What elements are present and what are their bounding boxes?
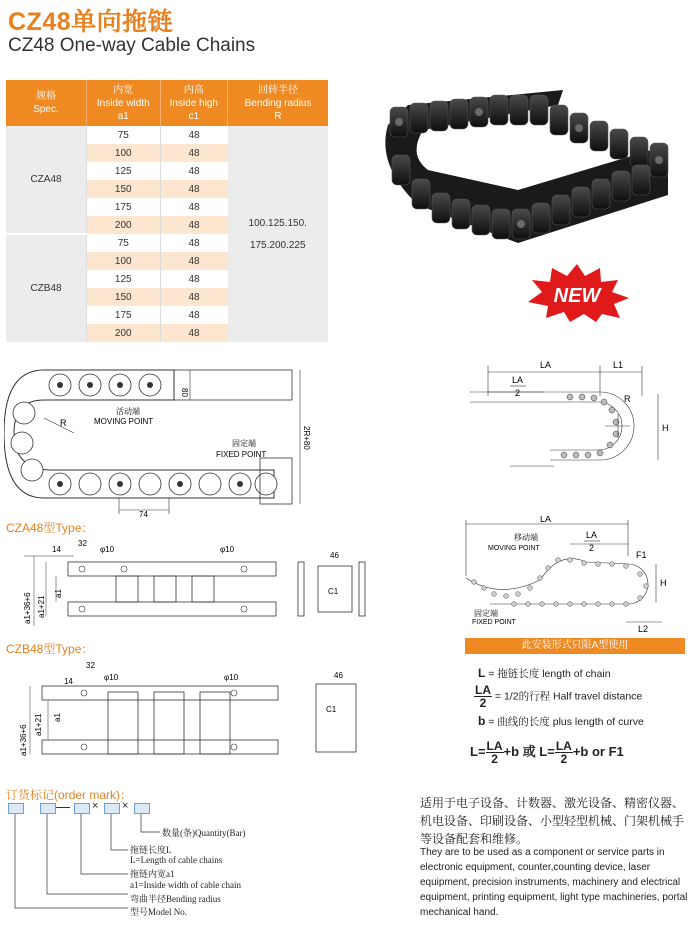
fixed-point-en: FIXED POINT (216, 450, 267, 459)
moving-point-cn: 移动端 (514, 533, 538, 542)
moving-point-en: MOVING POINT (94, 417, 154, 426)
cell-height: 48 (160, 270, 227, 288)
la-label: LA (540, 360, 552, 370)
table-row (6, 126, 328, 144)
group-label-cza48: CZA48 (6, 126, 87, 234)
czb48-type-title: CZB48型Type： (6, 642, 94, 656)
fixed-point-en: FIXED POINT (472, 619, 516, 626)
cell-width: 175 (87, 306, 161, 324)
dimension-diagram (470, 356, 690, 486)
cell-width: 75 (87, 126, 161, 144)
dim-phi10: φ10 (104, 673, 119, 682)
cell-radius: 100.125.150. 175.200.225 (228, 126, 329, 342)
moving-point-en: MOVING POINT (488, 545, 540, 552)
description-en: They are to be used as a component or service parts in electronic equipment, counter,counting device, laser equipment, precision instruments, machinery and electrical equipment, printing equipment, light type machineries, portal mechanical hand. (420, 847, 688, 918)
cable-chain-photo (368, 85, 688, 250)
dim-14: 14 (64, 677, 73, 686)
cell-height: 48 (160, 324, 227, 342)
cell-width: 150 (87, 180, 161, 198)
formula-frac-1: $\frac{LA}{2}$ (486, 739, 503, 766)
order-label-quantity: 数量(条)Quantity(Bar) (162, 828, 246, 838)
cell-width: 200 (87, 324, 161, 342)
header-inside-high: 内高 Inside high c1 (160, 80, 227, 126)
order-label-width-en: a1=Inside width of cable chain (130, 880, 242, 890)
dim-phi10: φ10 (100, 545, 115, 554)
page-subtitle: CZ48 One-way Cable Chains (8, 35, 256, 56)
new-badge-text: NEW (553, 285, 601, 307)
dim-32: 32 (86, 661, 95, 670)
cell-width: 100 (87, 144, 161, 162)
h-label: H (662, 423, 669, 433)
la-half-denominator: 2 (589, 543, 595, 553)
dim-c1: C1 (328, 587, 339, 596)
legend-curve: b = 曲线的长度 plus length of curve (478, 714, 644, 728)
cell-height: 48 (160, 144, 227, 162)
cell-width: 200 (87, 216, 161, 234)
order-mark-title: 订货标记(order mark)： (6, 788, 133, 802)
order-label-radius: 弯曲半径Bending radius (130, 894, 221, 904)
r-label: R (624, 394, 631, 404)
dim-a1-36-6: a1+36+6 (23, 592, 32, 624)
header-inside-width: 内宽 Inside width a1 (87, 80, 161, 126)
cell-height: 48 (160, 216, 227, 234)
dim-c1: C1 (326, 705, 337, 714)
cell-width: 125 (87, 270, 161, 288)
order-dash (56, 807, 70, 808)
cza48-type-title: CZA48型Type： (6, 521, 94, 535)
h-label: H (660, 578, 667, 588)
la-over-2: $\frac{LA}{2}$ (475, 683, 491, 710)
legend-half-travel: $\frac{LA}{2}$ = 1/2的行程 Half travel distance (475, 683, 643, 710)
formula-frac-2: $\frac{LA}{2}$ (555, 739, 572, 766)
legend-length: L = 拖链长度 length of chain (478, 666, 611, 680)
czb48-drawing (4, 656, 384, 762)
cell-width: 175 (87, 198, 161, 216)
spec-table (6, 80, 328, 342)
order-label-length-en: L=Length of cable chains (130, 855, 223, 865)
dim-2r80: 2R+80 (302, 426, 311, 450)
header-bending-radius: 回转半径 Bending radius R (228, 80, 329, 126)
dim-phi10-b: φ10 (220, 545, 235, 554)
cell-height: 48 (160, 162, 227, 180)
cell-width: 75 (87, 234, 161, 252)
radius-label: R (60, 418, 67, 428)
la-half-denominator: 2 (515, 388, 521, 398)
header-spec: 规格 Spec. (6, 80, 87, 126)
dim-46: 46 (330, 551, 339, 560)
order-times-2: × (122, 800, 129, 812)
la-label: LA (540, 516, 552, 524)
l2-label: L2 (638, 624, 649, 634)
order-label-length-cn: 拖链长度L (130, 845, 172, 855)
page-title: CZ48单向拖链 (8, 8, 174, 36)
la-half-label: LA (512, 375, 524, 385)
order-label-model: 型号Model No. (130, 907, 187, 917)
cza48-drawing (4, 536, 384, 632)
dim-a1: a1 (53, 713, 62, 722)
group-label-czb48: CZB48 (6, 234, 87, 342)
dim-phi10-b: φ10 (224, 673, 239, 682)
cell-width: 100 (87, 252, 161, 270)
cell-height: 48 (160, 198, 227, 216)
installation-note-banner: 此安装形式只限A型使用 (465, 638, 685, 654)
fixed-point-cn: 固定端 (232, 439, 256, 448)
dim-80: 80 (180, 388, 189, 397)
order-label-width-cn: 拖链内宽a1 (130, 869, 175, 879)
cell-width: 150 (87, 288, 161, 306)
dim-32: 32 (78, 539, 87, 548)
length-formula: L= $\frac{LA}{2}$ +b 或 L= $\frac{LA}{2}$ +b or F1 (470, 739, 624, 766)
cell-height: 48 (160, 180, 227, 198)
cell-height: 48 (160, 252, 227, 270)
chain-side-drawing (4, 358, 324, 518)
description-cn: 适用于电子设备、计数器、激光设备、精密仪器、机电设备、印刷设备、小型轻型机械、门架机械手等设备配套和维修。 (420, 796, 685, 846)
cell-width: 125 (87, 162, 161, 180)
cell-height: 48 (160, 306, 227, 324)
moving-point-cn: 活动端 (116, 407, 140, 416)
dim-46: 46 (334, 671, 343, 680)
cell-height: 48 (160, 288, 227, 306)
new-badge (522, 262, 632, 322)
dim-a1-21: a1+21 (37, 595, 46, 618)
dim-a1-21: a1+21 (34, 713, 43, 736)
spec-table-header (6, 80, 328, 126)
installation-diagram (460, 516, 690, 634)
la-half-label: LA (586, 530, 598, 540)
dim-a1-36-6: a1+36+6 (19, 724, 28, 756)
dim-a1: a1 (54, 589, 63, 598)
l1-label: L1 (613, 360, 624, 370)
order-times-1: × (92, 800, 99, 812)
fixed-point-cn: 固定端 (474, 609, 498, 618)
dim-14: 14 (52, 545, 61, 554)
f1-label: F1 (636, 550, 647, 560)
cell-height: 48 (160, 234, 227, 252)
cell-height: 48 (160, 126, 227, 144)
dim-74: 74 (139, 510, 148, 518)
